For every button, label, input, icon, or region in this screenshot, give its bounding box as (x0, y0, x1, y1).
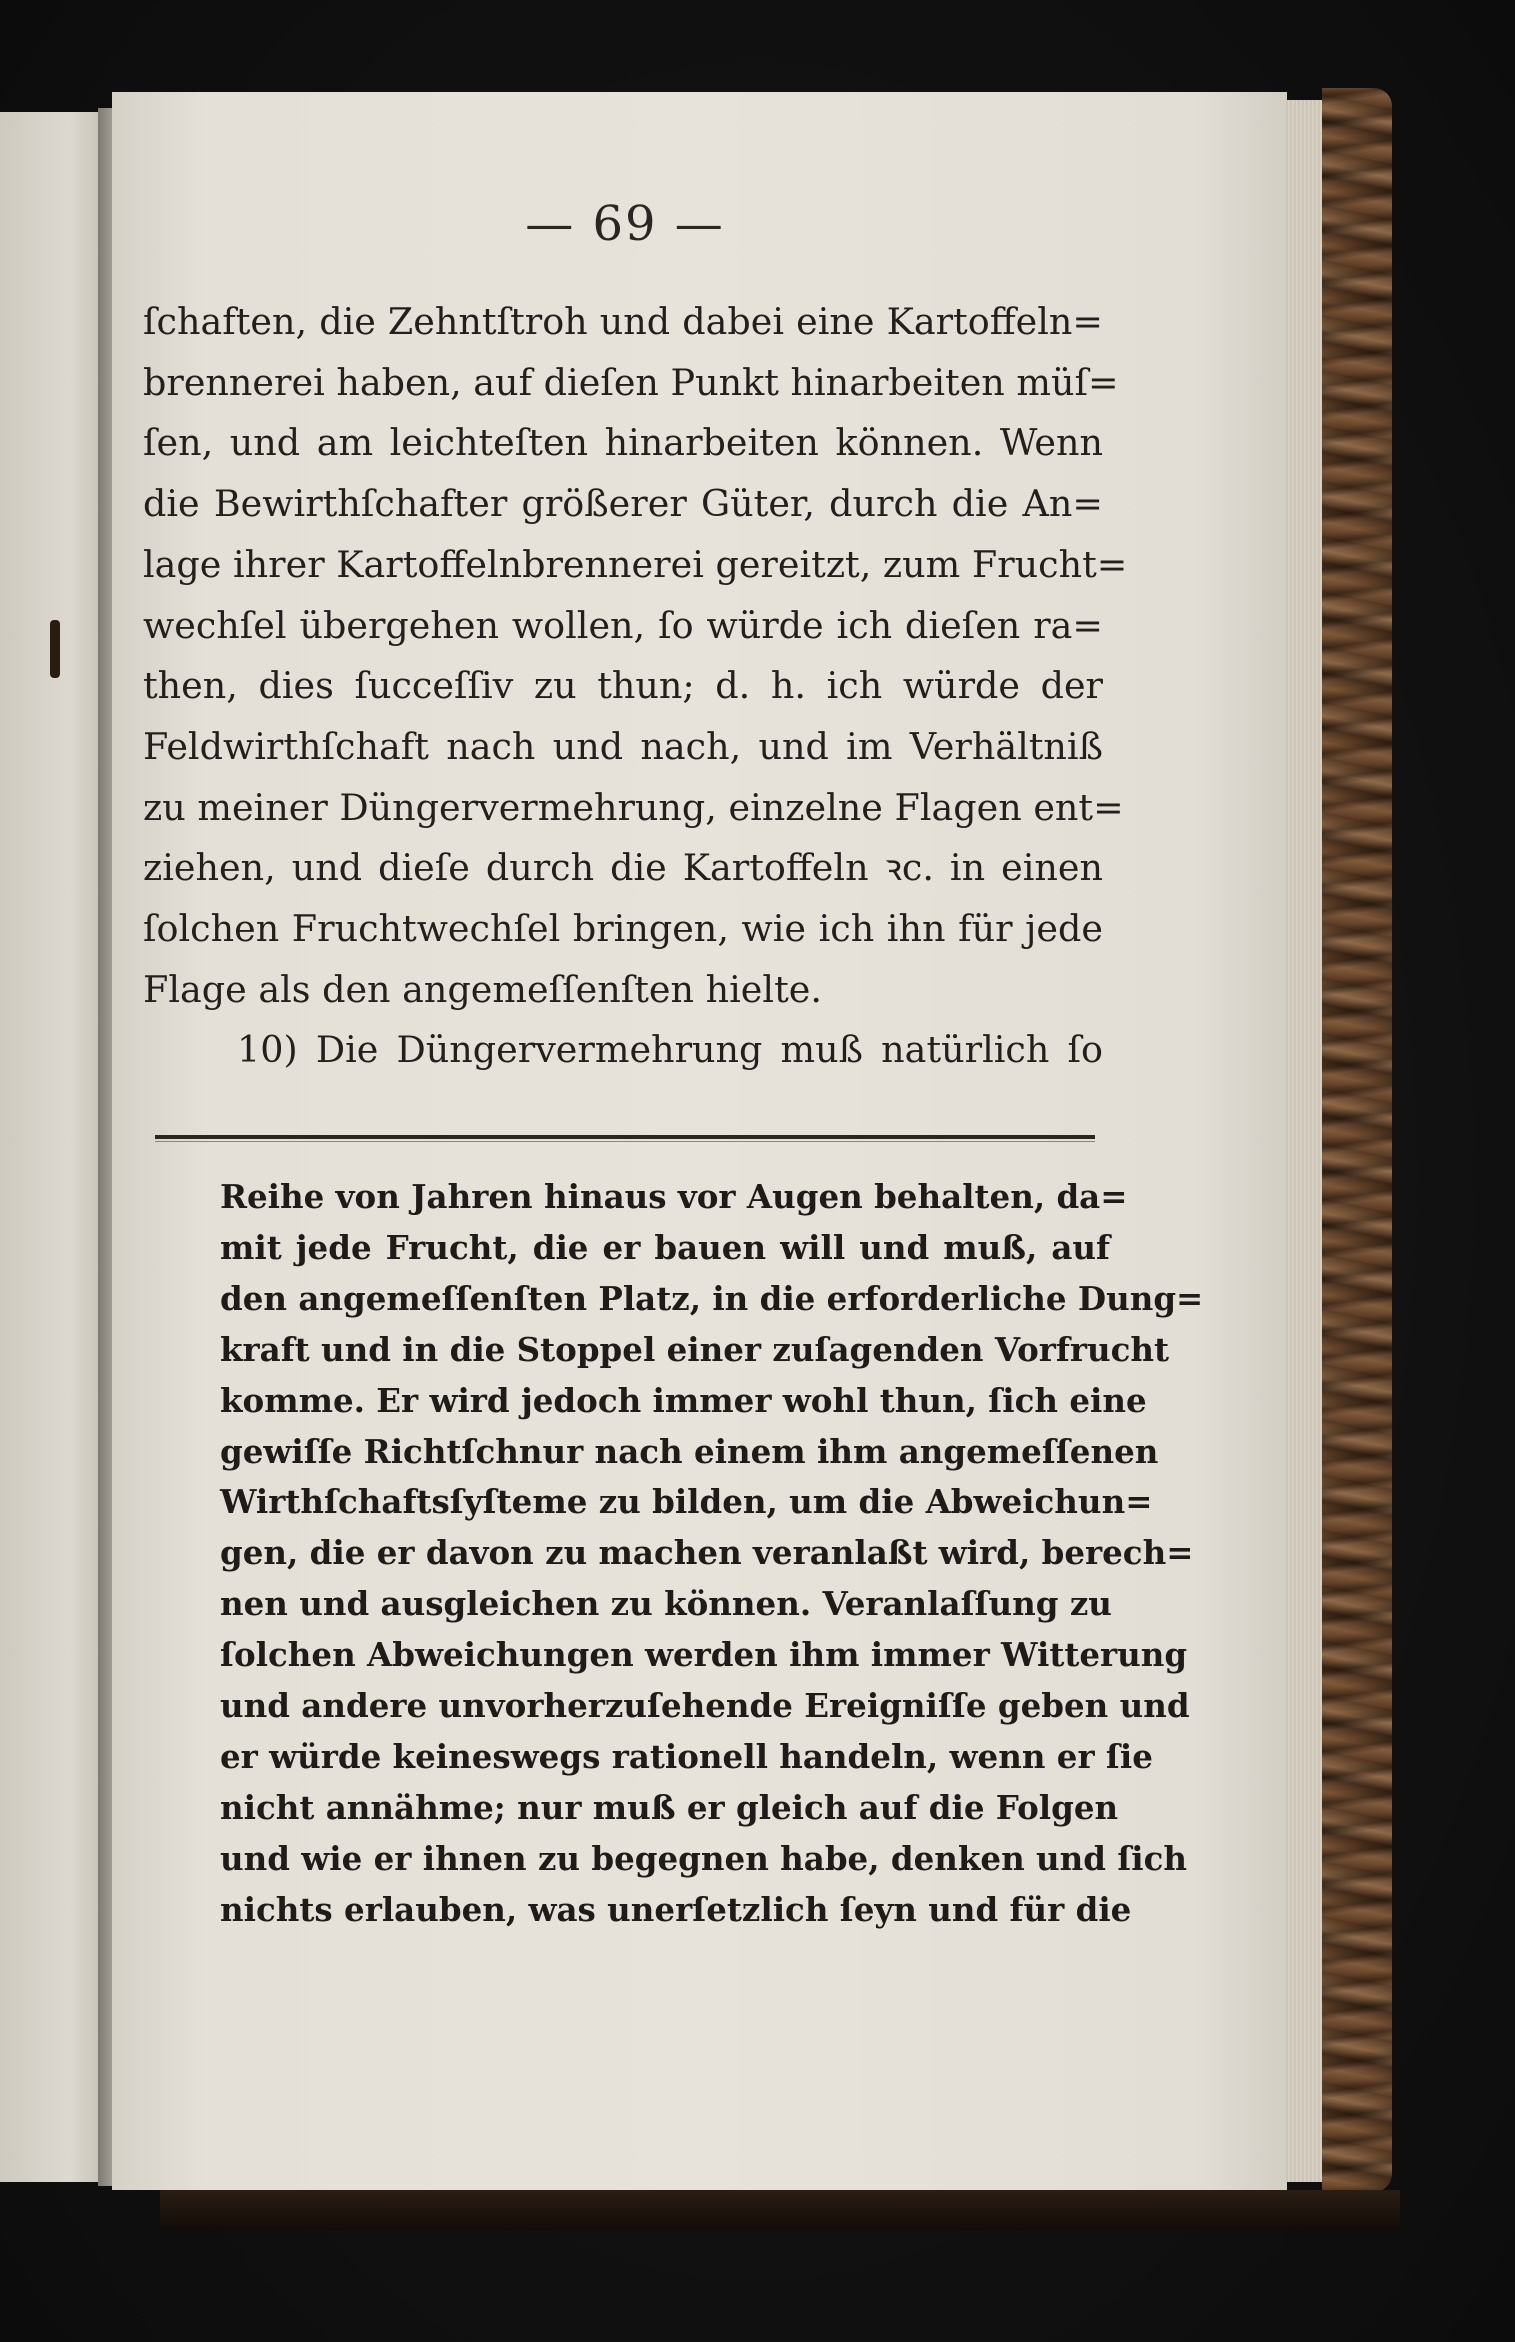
text-line: ſchaften, die Zehntſtroh und dabei eine Kartoffeln= (143, 300, 1103, 343)
footnote-text (220, 1172, 1204, 1936)
footnote-line: er würde keineswegs rationell handeln, wenn er ſie (220, 1736, 1153, 1776)
footnote-line: und andere unvorherzuſehende Ereigniſſe geben und (220, 1686, 1190, 1726)
text-line: then, dies ſucceſſiv zu thun; d. h. ich würde der (143, 664, 1103, 708)
text-line: Feldwirthſchaft nach und nach, und im Verhältniß (143, 724, 1103, 768)
footnote-line: und wie er ihnen zu begegnen habe, denken und ſich (220, 1838, 1188, 1878)
ink-stain (50, 620, 60, 678)
text-line: ziehen, und dieſe durch die Kartoffeln ꝛc. in einen (143, 846, 1103, 890)
main-text (143, 292, 1128, 1081)
footnote-line: nicht annähme; nur muß er gleich auf die Folgen (220, 1787, 1119, 1827)
footnote-line: komme. Er wird jedoch immer wohl thun, ſich eine (220, 1380, 1147, 1420)
book-cover-bottom (160, 2190, 1400, 2230)
text-line: 10) Die Düngervermehrung muß natürlich ſo (237, 1028, 1103, 1072)
footnote-line: nen und ausgleichen zu können. Veranlaſſung zu (220, 1584, 1112, 1624)
footnote-line: Reihe von Jahren hinaus vor Augen behalten, da= (220, 1177, 1128, 1216)
text-line: wechſel übergehen wollen, ſo würde ich dieſen ra= (143, 603, 1103, 647)
footnote-line: kraft und in die Stoppel einer zuſagenden Vorfrucht (220, 1329, 1170, 1369)
footnote-line: nichts erlauben, was unerſetzlich ſeyn und für die (220, 1889, 1132, 1929)
page-number: — 69 — (525, 196, 725, 252)
footnote-line: Wirthſchaftsſyſteme zu bilden, um die Abweichun= (220, 1482, 1153, 1522)
footnote-line: ſolchen Abweichungen werden ihm immer Witterung (220, 1635, 1188, 1675)
text-line: ſolchen Fruchtwechſel bringen, wie ich ihn für jede (143, 907, 1103, 951)
footnote-line: mit jede Frucht, die er bauen will und muß, auf (220, 1227, 1110, 1267)
footnote-separator (155, 1135, 1095, 1139)
text-line: ſen, und am leichteſten hinarbeiten können. Wenn (143, 421, 1103, 465)
footnote-line: gewiſſe Richtſchnur nach einem ihm angemeſſenen (220, 1431, 1159, 1471)
footnote-separator-shadow (155, 1141, 1095, 1142)
text-line: die Bewirthſchafter größerer Güter, durch die An= (143, 482, 1103, 526)
left-page-edge (0, 112, 100, 2182)
text-line: Flage als den angemeſſenſten hielte. (143, 967, 822, 1011)
text-line: zu meiner Düngervermehrung, einzelne Flagen ent= (143, 785, 1124, 829)
book-cover-edge (1322, 88, 1392, 2192)
text-line: brennerei haben, auf dieſen Punkt hinarbeiten müſ= (143, 360, 1119, 404)
footnote-line: gen, die er davon zu machen veranlaßt wird, berech= (220, 1533, 1194, 1573)
text-line: lage ihrer Kartoffelnbrennerei gereitzt, zum Frucht= (143, 542, 1128, 586)
footnote-line: den angemeſſenſten Platz, in die erforderliche Dung= (220, 1278, 1204, 1318)
page-edges (1285, 100, 1325, 2182)
